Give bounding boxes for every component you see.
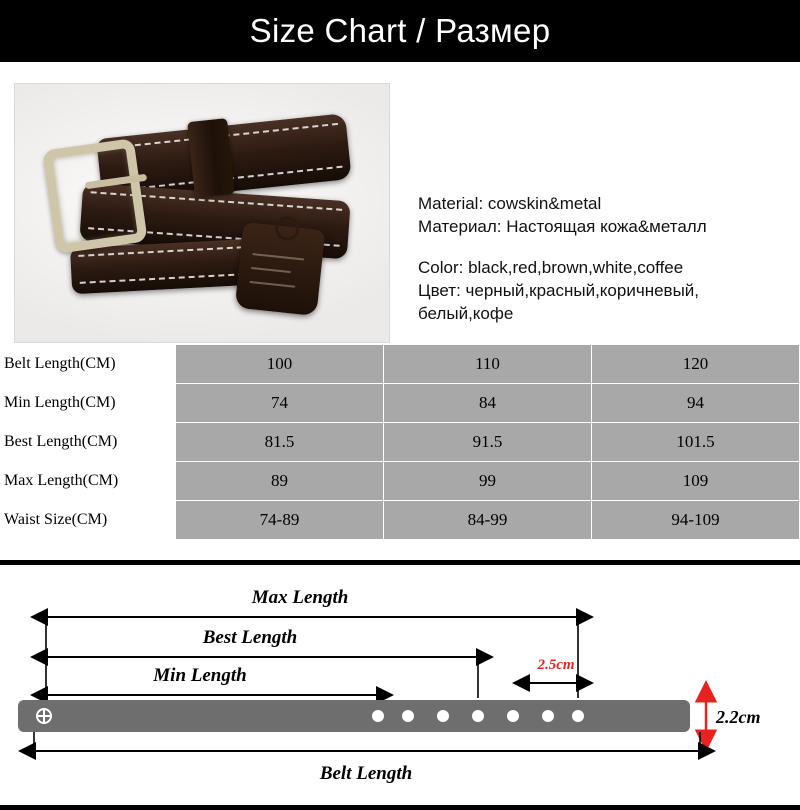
table-row — [0, 384, 800, 423]
label-max-length: Max Length — [251, 587, 349, 608]
belt-hole — [542, 710, 554, 722]
table-row — [0, 423, 800, 462]
detail-material-en: Material: cowskin&metal — [418, 194, 602, 213]
measurement-diagram — [0, 565, 800, 795]
product-details — [418, 192, 790, 325]
row-label: Belt Length(CM) — [0, 345, 176, 384]
table-cell: 81.5 — [176, 423, 384, 462]
table-cell: 101.5 — [592, 423, 800, 462]
label-hole-spacing: 2.5cm — [537, 657, 575, 673]
product-info-section — [0, 62, 800, 344]
belt-hole — [572, 710, 584, 722]
table-row — [0, 501, 800, 540]
detail-spacer — [418, 238, 790, 256]
table-cell: 120 — [592, 345, 800, 384]
brand-tag — [235, 222, 326, 316]
row-label: Max Length(CM) — [0, 462, 176, 501]
label-best-length: Best Length — [202, 627, 298, 648]
detail-material-ru: Материал: Настоящая кожа&металл — [418, 217, 707, 236]
product-photo — [14, 83, 390, 343]
belt-hole — [372, 710, 384, 722]
detail-color-en: Color: black,red,brown,white,coffee — [418, 258, 684, 277]
row-label: Best Length(CM) — [0, 423, 176, 462]
label-belt-width: 2.2cm — [716, 707, 761, 727]
detail-color-ru: Цвет: черный,красный,коричневый, — [418, 281, 700, 300]
row-label: Min Length(CM) — [0, 384, 176, 423]
table-cell: 109 — [592, 462, 800, 501]
belt-body-shape — [18, 700, 690, 732]
detail-color-ru-cont: белый,кофе — [418, 304, 514, 323]
belt-buckle-icon — [42, 138, 148, 254]
table-row — [0, 345, 800, 384]
belt-hole — [437, 710, 449, 722]
belt-hole — [507, 710, 519, 722]
table-cell: 99 — [384, 462, 592, 501]
table-cell: 94-109 — [592, 501, 800, 540]
label-belt-length: Belt Length — [319, 763, 413, 784]
row-label: Waist Size(CM) — [0, 501, 176, 540]
measurement-diagram-section — [0, 560, 800, 810]
table-cell: 84-99 — [384, 501, 592, 540]
table-cell: 89 — [176, 462, 384, 501]
table-cell: 84 — [384, 384, 592, 423]
table-row — [0, 462, 800, 501]
belt-illustration — [41, 122, 341, 292]
belt-hole — [472, 710, 484, 722]
belt-hole — [402, 710, 414, 722]
page-header — [0, 0, 800, 62]
belt-keeper-loop — [187, 118, 235, 198]
table-cell: 110 — [384, 345, 592, 384]
size-table — [0, 344, 800, 540]
table-cell: 100 — [176, 345, 384, 384]
label-min-length: Min Length — [153, 665, 247, 686]
table-cell: 94 — [592, 384, 800, 423]
page-title: Size Chart / Размер — [249, 12, 551, 49]
table-cell: 91.5 — [384, 423, 592, 462]
table-cell: 74-89 — [176, 501, 384, 540]
table-cell: 74 — [176, 384, 384, 423]
